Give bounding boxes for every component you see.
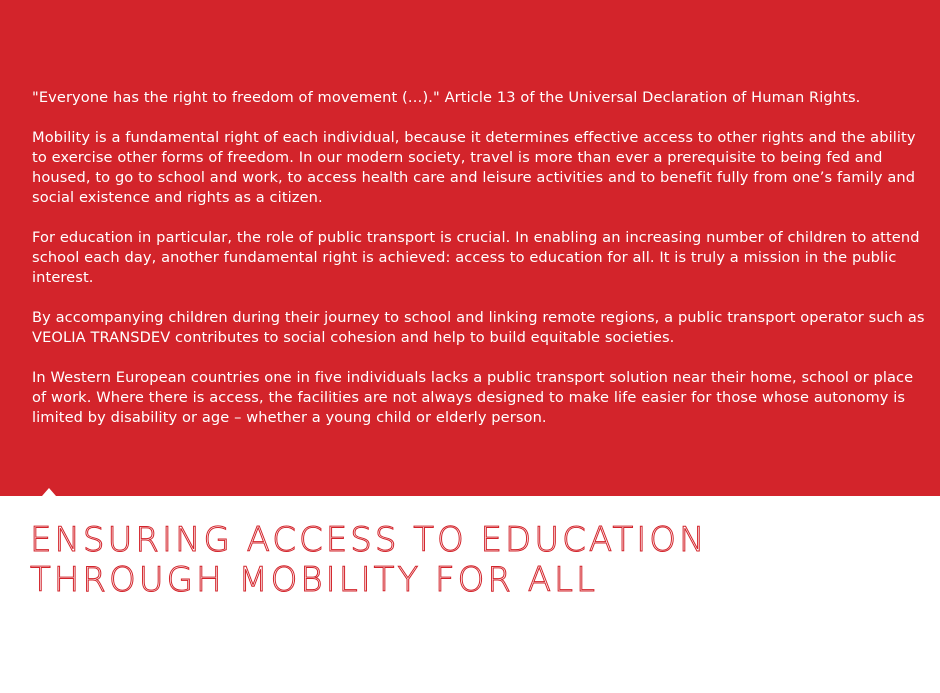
paragraph-mobility-right: Mobility is a fundamental right of each individual, because it determines effective access to other rights and the ability to exercise other forms of freedom. In our modern society, travel is more than ever a prerequisite to being fed and housed, to go to school and work, to access health care and leisure activities and to benefit fully from one’s family and social existence and rights as a citizen.: [32, 129, 916, 206]
paragraph-quote: "Everyone has the right to freedom of movement (…)." Article 13 of the Universal Declaration of Human Rights.: [32, 89, 861, 106]
panel-pointer-notch: [42, 488, 56, 496]
title-line-2: THROUGH MOBILITY FOR ALL: [30, 560, 598, 600]
paragraph-western-europe: In Western European countries one in five individuals lacks a public transport solution near their home, school or place of work. Where there is access, the facilities are not always designed to make life easier for those whose autonomy is limited by disability or age – whether a young child or elderly person.: [32, 369, 914, 426]
title-line-1: ENSURING ACCESS TO EDUCATION: [30, 520, 708, 560]
body-text: [32, 88, 932, 448]
paragraph-veolia-transdev: By accompanying children during their journey to school and linking remote regions, a public transport operator such as VEOLIA TRANSDEV contributes to social cohesion and help to build equitable societies.: [32, 309, 925, 346]
page-title: [30, 520, 910, 600]
paragraph-education: For education in particular, the role of public transport is crucial. In enabling an increasing number of children to attend school each day, another fundamental right is achieved: access to education for all. It is truly a mission in the public interest.: [32, 229, 920, 286]
